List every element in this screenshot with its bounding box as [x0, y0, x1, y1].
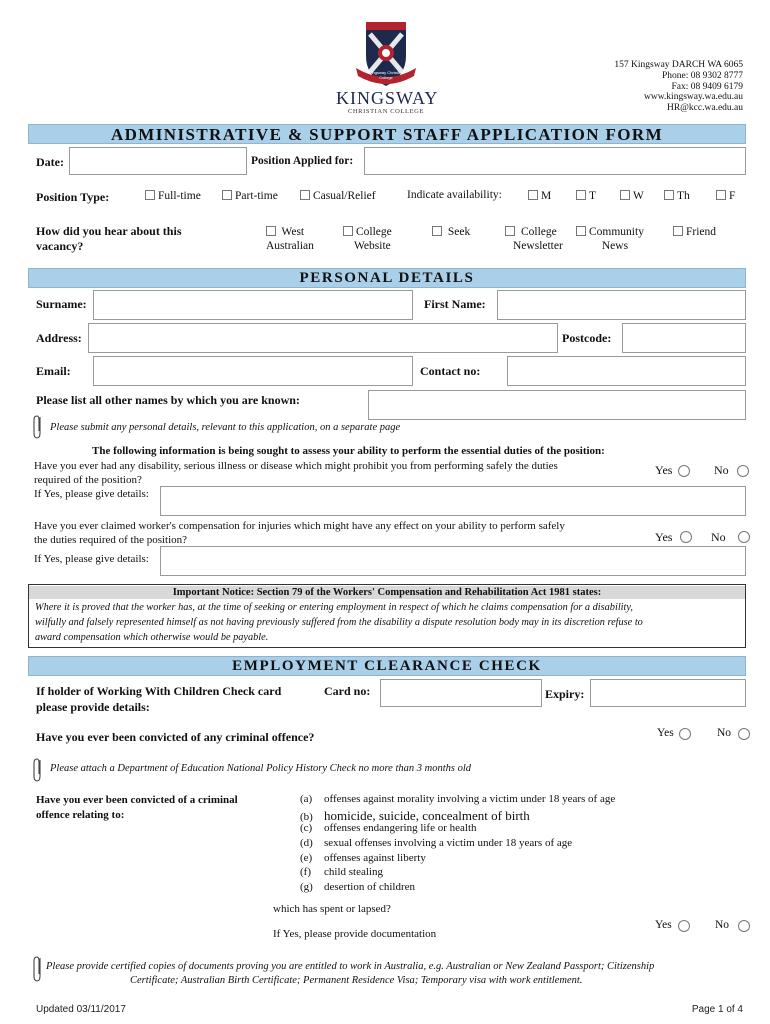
surname-label: Surname:: [36, 297, 87, 311]
spent-yes-label: Yes: [655, 919, 672, 931]
q2-no-radio[interactable]: [738, 531, 750, 543]
website-line[interactable]: www.kingsway.wa.edu.au: [643, 92, 743, 103]
q2-details-field[interactable]: [160, 546, 746, 576]
offence-label: Have you ever been convicted of a criminal offence relating to:: [36, 794, 238, 821]
college-logo: [336, 20, 439, 118]
q2-text: Have you ever claimed worker's compensation for injuries which might have any effect on your ability to perform safely the duties required of the position?: [34, 520, 565, 546]
hear-community-news[interactable]: Community News: [576, 225, 644, 253]
availability-tuesday[interactable]: T: [576, 190, 596, 202]
list-item: (c) offenses endangering life or health: [300, 822, 477, 835]
email-field[interactable]: [93, 356, 413, 386]
q1-details-field[interactable]: [160, 486, 746, 516]
essential-heading: The following information is being sought to assess your ability to perform the essential duties of the position:: [92, 445, 605, 457]
q2-details-label: If Yes, please give details:: [34, 553, 149, 565]
documentation-label: If Yes, please provide documentation: [273, 928, 437, 940]
checkbox[interactable]: [673, 226, 683, 236]
q2-yes-label: Yes: [655, 530, 673, 544]
hear-label: How did you hear about this vacancy?: [36, 224, 182, 253]
list-item: (b) homicide, suicide, concealment of birth: [300, 807, 530, 823]
q1-yes-label: Yes: [655, 463, 673, 477]
other-names-label: Please list all other names by which you are known:: [36, 393, 300, 407]
list-item: (a) offenses against morality involving a victim under 18 years of age: [300, 793, 616, 805]
paperclip-icon: [32, 414, 44, 440]
checkbox[interactable]: [505, 226, 515, 236]
checkbox[interactable]: [664, 190, 674, 200]
expiry-field[interactable]: [590, 679, 746, 707]
hear-west-australian[interactable]: West Australian: [266, 226, 314, 252]
phone-line: Phone: 08 9302 8777: [661, 70, 743, 81]
notice-heading: Important Notice: Section 79 of the Workers' Compensation and Rehabilitation Act 1981 states:: [29, 586, 745, 599]
surname-field[interactable]: [93, 290, 413, 320]
checkbox[interactable]: [620, 190, 630, 200]
submit-note: Please submit any personal details, relevant to this application, on a separate page: [50, 422, 401, 433]
checkbox[interactable]: [145, 190, 155, 200]
q2-no-label: No: [711, 530, 726, 544]
list-item: (f) child stealing: [300, 866, 383, 879]
hear-seek[interactable]: Seek: [432, 225, 470, 239]
date-field[interactable]: [69, 147, 247, 175]
notice-body: Where it is proved that the worker has, at the time of seeking or entering employment in respect of which he claims compensation for a disability, wilfully and falsely represented himself as not having previously suffered from the disability a dispute resolution body may in its discretion refuse to award compensation which otherwise would be payable.: [35, 602, 643, 643]
availability-monday[interactable]: M: [528, 190, 551, 202]
position-type-parttime[interactable]: Part-time: [222, 190, 278, 202]
card-no-label: Card no:: [324, 684, 371, 698]
q1-no-radio[interactable]: [737, 465, 749, 477]
spent-yes-radio[interactable]: [678, 920, 690, 932]
convicted-no-radio[interactable]: [738, 728, 750, 740]
college-address: [614, 60, 743, 114]
convicted-yes-radio[interactable]: [679, 728, 691, 740]
attach-note: Please attach a Department of Education National Policy History Check no more than 3 months old: [50, 763, 472, 774]
position-type-casual[interactable]: Casual/Relief: [300, 190, 376, 202]
q1-no-label: No: [714, 463, 729, 477]
hear-friend[interactable]: Friend: [673, 225, 716, 239]
position-applied-label: Position Applied for:: [251, 155, 354, 167]
checkbox[interactable]: [528, 190, 538, 200]
checkbox[interactable]: [716, 190, 726, 200]
certified-note: Please provide certified copies of documents proving you are entitled to work in Australia, e.g. Australian or New Zealand Passport; Citizenship Certificate; Australian Birth Certificate; Permanent Residence Visa; Temporary visa with work entitlement.: [46, 961, 655, 986]
availability-wednesday[interactable]: W: [620, 190, 644, 202]
logo-banner-text: Kingsway Christian College: [368, 70, 403, 80]
important-notice-box: [28, 584, 746, 648]
updated-date: Updated 03/11/2017: [36, 1004, 126, 1015]
availability-friday[interactable]: F: [716, 190, 735, 202]
q1-text: Have you ever had any disability, serious illness or disease which might prohibit you from performing safely the duties required of the position? If Yes, please give details:: [34, 460, 558, 500]
hear-college-website[interactable]: College Website: [343, 225, 392, 253]
q1-yes-radio[interactable]: [678, 465, 690, 477]
address-field[interactable]: [88, 323, 558, 353]
personal-details-heading: PERSONAL DETAILS: [28, 268, 746, 288]
convicted-no-label: No: [717, 727, 732, 739]
address-line: 157 Kingsway DARCH WA 6065: [614, 60, 743, 70]
availability-label: Indicate availability:: [407, 189, 502, 201]
first-name-label: First Name:: [424, 297, 486, 311]
first-name-field[interactable]: [497, 290, 746, 320]
checkbox[interactable]: [266, 226, 276, 236]
postcode-field[interactable]: [622, 323, 746, 353]
position-type-label: Position Type:: [36, 190, 110, 204]
offence-list: [300, 793, 615, 896]
position-applied-field[interactable]: [364, 147, 746, 175]
availability-thursday[interactable]: Th: [664, 190, 690, 202]
email-label: Email:: [36, 364, 71, 378]
date-label: Date:: [36, 155, 64, 169]
convicted-yes-label: Yes: [657, 727, 674, 739]
spent-no-radio[interactable]: [738, 920, 750, 932]
contact-label: Contact no:: [420, 364, 481, 378]
checkbox[interactable]: [432, 226, 442, 236]
card-no-field[interactable]: [380, 679, 542, 707]
checkbox[interactable]: [343, 226, 353, 236]
checkbox[interactable]: [300, 190, 310, 200]
school-name: KINGSWAY: [336, 88, 439, 108]
clearance-heading: EMPLOYMENT CLEARANCE CHECK: [28, 656, 746, 676]
list-item: (g) desertion of children: [300, 881, 416, 894]
checkbox[interactable]: [222, 190, 232, 200]
contact-field[interactable]: [507, 356, 746, 386]
fax-line: Fax: 08 9409 6179: [671, 81, 743, 92]
wwc-label: If holder of Working With Children Check card please provide details:: [36, 684, 282, 714]
other-names-field[interactable]: [368, 390, 746, 420]
position-type-fulltime[interactable]: Full-time: [145, 190, 201, 202]
paperclip-icon: [32, 955, 44, 983]
checkbox[interactable]: [576, 226, 586, 236]
checkbox[interactable]: [576, 190, 586, 200]
page-number: Page 1 of 4: [691, 1004, 743, 1015]
school-subtitle: CHRISTIAN COLLEGE: [347, 108, 425, 115]
list-item: (d) sexual offenses involving a victim under 18 years of age: [300, 837, 573, 850]
email-line[interactable]: HR@kcc.wa.edu.au: [666, 103, 743, 114]
hear-college-newsletter[interactable]: College Newsletter: [499, 225, 563, 253]
address-label: Address:: [36, 331, 82, 345]
postcode-label: Postcode:: [562, 331, 612, 345]
spent-no-label: No: [715, 919, 730, 931]
q2-yes-radio[interactable]: [680, 531, 692, 543]
paperclip-icon: [32, 757, 44, 783]
form-title: ADMINISTRATIVE & SUPPORT STAFF APPLICATION FORM: [28, 124, 746, 144]
list-item: (e) offenses against liberty: [300, 851, 426, 864]
spent-label: which has spent or lapsed?: [273, 903, 391, 915]
convicted-label: Have you ever been convicted of any criminal offence?: [36, 730, 315, 744]
expiry-label: Expiry:: [545, 687, 585, 701]
